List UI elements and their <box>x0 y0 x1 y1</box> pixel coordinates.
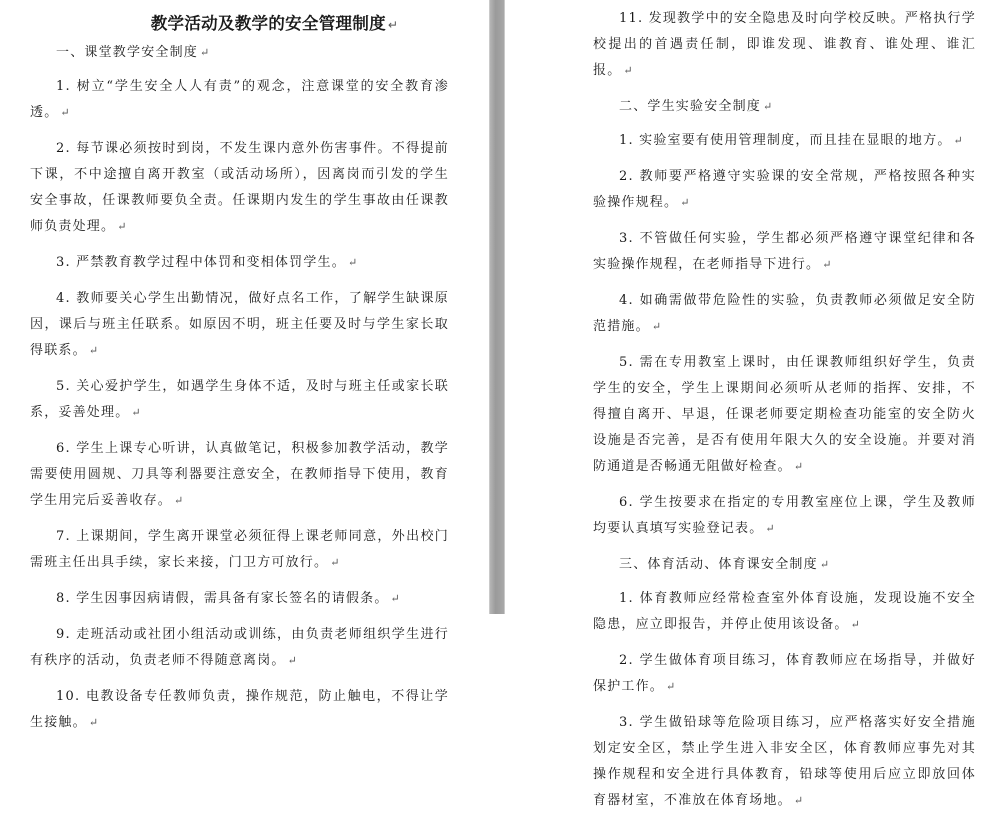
paragraph-mark-icon: ↵ <box>88 344 100 357</box>
paragraph: 3. 学生做铅球等危险项目练习，应严格落实好安全措施划定安全区，禁止学生进入非安全区，体育教师应事先对其操作规程和安全进行具体教育，铅球等使用后应立即放回体育器材室，不准放在体育场地。 ↵ <box>593 715 976 808</box>
paragraph: 5. 需在专用教室上课时，由任课教师组织好学生，负责学生的安全，学生上课期间必须听从老师的指挥、安排，不得擅自离开、早退，任课老师要定期检查功能室的安全防火设施是否完善，是否有使用年限大久的安全设施。并要对消防通道是否畅通无阻做好检查。 ↵ <box>593 355 976 474</box>
section-heading: 一、课堂教学安全制度 ↵ <box>56 45 211 60</box>
paragraph: 1. 实验室要有使用管理制度，而且挂在显眼的地方。 ↵ <box>619 133 964 148</box>
paragraph-mark-icon: ↵ <box>200 46 211 59</box>
paragraph-mark-icon: ↵ <box>390 592 401 605</box>
paragraph-mark-icon: ↵ <box>680 196 691 209</box>
section-heading: 二、学生实验安全制度 ↵ <box>619 99 774 114</box>
paragraph: 2. 学生做体育项目练习，体育教师应在场指导，并做好保护工作。 ↵ <box>593 653 976 694</box>
paragraph-mark-icon: ↵ <box>793 794 805 807</box>
paragraph: 6. 学生上课专心听讲，认真做笔记，积极参加教学活动，教学需要使用圆规、刀具等利器要注意安全，在教师指导下使用，教育学生用完后妥善收存。 ↵ <box>30 441 449 508</box>
document-title: 教学活动及教学的安全管理制度 ↵ <box>150 14 399 33</box>
paragraph: 9. 走班活动或社团小组活动或训练，由负责老师组织学生进行有秩序的活动，负责老师不得随意离岗。 ↵ <box>30 627 449 668</box>
paragraph: 8. 学生因事因病请假，需具备有家长签名的请假条。 ↵ <box>56 591 401 606</box>
paragraph-mark-icon: ↵ <box>287 654 299 667</box>
paragraph-mark-icon: ↵ <box>60 106 71 119</box>
paragraph: 3. 严禁教育教学过程中体罚和变相体罚学生。 ↵ <box>56 255 359 270</box>
right-page <box>504 0 1000 808</box>
paragraph-mark-icon: ↵ <box>819 558 831 571</box>
paragraph-mark-icon: ↵ <box>666 680 677 693</box>
paragraph: 7. 上课期间，学生离开课堂必须征得上课老师同意，外出校门需班主任出具手续，家长来接，门卫方可放行。 ↵ <box>30 529 449 570</box>
left-page <box>0 0 490 730</box>
paragraph-mark-icon: ↵ <box>174 494 185 507</box>
paragraph-mark-icon: ↵ <box>765 522 776 535</box>
paragraph: 4. 教师要关心学生出勤情况，做好点名工作，了解学生缺课原因，课后与班主任联系。如原因不明，班主任要及时与学生家长取得联系。 ↵ <box>30 291 449 358</box>
paragraph-mark-icon: ↵ <box>387 18 399 32</box>
paragraph: 2. 教师要严格遵守实验课的安全常规，严格按照各种实验操作规程。 ↵ <box>593 169 976 210</box>
section-heading: 三、体育活动、体育课安全制度 ↵ <box>619 557 831 572</box>
paragraph-mark-icon: ↵ <box>88 716 100 729</box>
page-gutter <box>490 0 504 614</box>
paragraph-mark-icon: ↵ <box>651 320 663 333</box>
paragraph-mark-icon: ↵ <box>953 134 964 147</box>
paragraph: 1. 树立“学生安全人人有责”的观念，注意课堂的安全教育渗透。 ↵ <box>30 79 449 120</box>
paragraph-mark-icon: ↵ <box>822 258 833 271</box>
paragraph: 3. 不管做任何实验，学生都必须严格遵守课堂纪律和各实验操作规程，在老师指导下进行。 ↵ <box>593 231 976 272</box>
paragraph-mark-icon: ↵ <box>131 406 142 419</box>
paragraph: 5. 关心爱护学生，如遇学生身体不适，及时与班主任或家长联系，妥善处理。 ↵ <box>30 379 449 420</box>
paragraph-mark-icon: ↵ <box>623 64 634 77</box>
paragraph: 2. 每节课必须按时到岗，不发生课内意外伤害事件。不得提前下课，不中途擅自离开教室（或活动场所），因离岗而引发的学生安全事故，任课教师要负全责。任课期内发生的学生事故由任课教师负责处理。 ↵ <box>30 141 449 234</box>
paragraph: 10. 电教设备专任教师负责，操作规范，防止触电，不得让学生接触。 ↵ <box>30 689 449 730</box>
paragraph-mark-icon: ↵ <box>117 220 128 233</box>
paragraph: 6. 学生按要求在指定的专用教室座位上课，学生及教师均要认真填写实验登记表。 ↵ <box>593 495 976 536</box>
paragraph: 11. 发现教学中的安全隐患及时向学校反映。严格执行学校提出的首遇责任制，即谁发现、谁教育、谁处理、谁汇报。 ↵ <box>593 11 976 78</box>
paragraph-mark-icon: ↵ <box>347 256 359 269</box>
paragraph: 1. 体育教师应经常检查室外体育设施，发现设施不安全隐患，应立即报告，并停止使用该设备。 ↵ <box>593 591 976 632</box>
paragraph: 4. 如确需做带危险性的实验，负责教师必须做足安全防范措施。 ↵ <box>593 293 976 334</box>
paragraph-mark-icon: ↵ <box>763 100 774 113</box>
paragraph-mark-icon: ↵ <box>850 618 862 631</box>
paragraph-mark-icon: ↵ <box>793 460 805 473</box>
paragraph-mark-icon: ↵ <box>330 556 341 569</box>
